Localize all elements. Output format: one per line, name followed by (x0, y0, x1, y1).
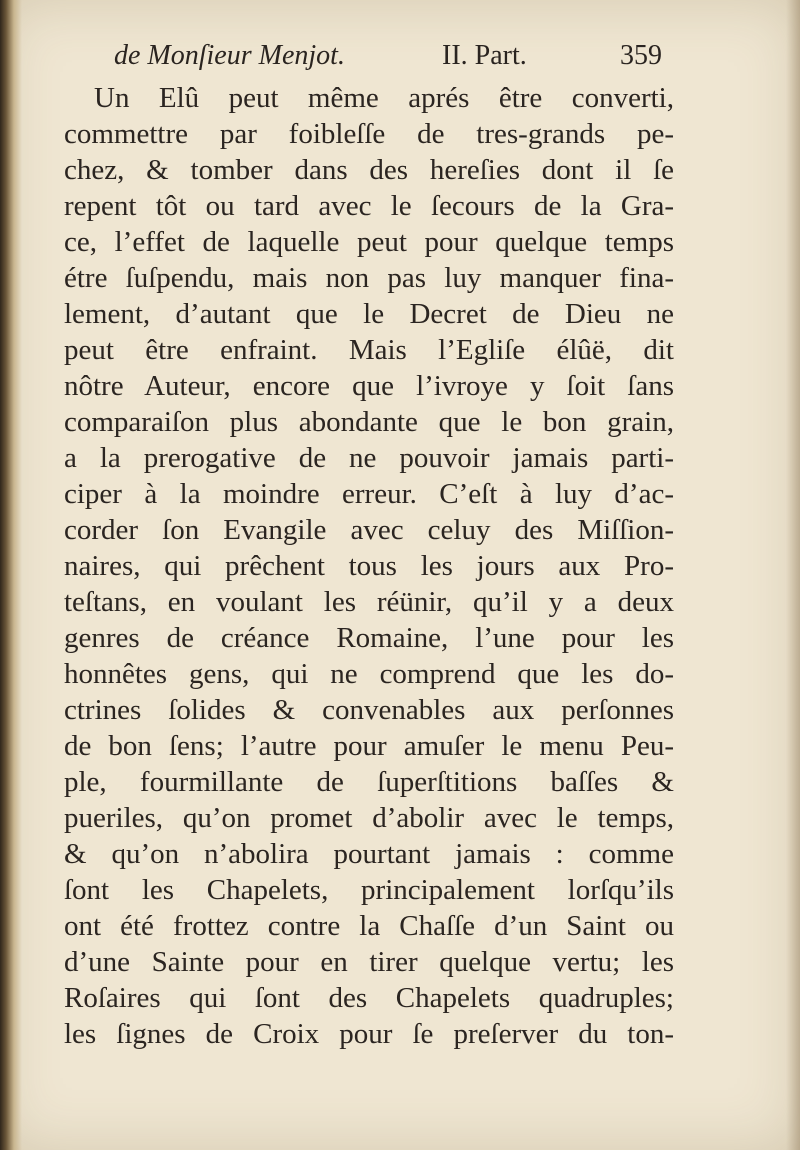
body-text (64, 80, 674, 1052)
text-line: teſtans, en voulant les réünir, qu’il y a deux (64, 586, 674, 618)
text-line: genres de créance Romaine, l’une pour les (64, 622, 674, 654)
text-line: peut être enfraint. Mais l’Egliſe élûë, dit (64, 334, 674, 366)
text-line: lement, d’autant que le Decret de Dieu ne (64, 298, 674, 330)
page-edge-shadow (786, 0, 800, 1150)
text-line: & qu’on n’abolira pourtant jamais : comme (64, 838, 674, 870)
text-line: honnêtes gens, qui ne comprend que les do- (64, 658, 674, 690)
text-line: comparaiſon plus abondante que le bon grain, (64, 406, 674, 438)
text-line: de bon ſens; l’autre pour amuſer le menu Peu- (64, 730, 674, 762)
text-line: repent tôt ou tard avec le ſecours de la Gra- (64, 190, 674, 222)
text-line: ce, l’effet de laquelle peut pour quelque temps (64, 226, 674, 258)
running-head (70, 40, 690, 80)
text-line: a la prerogative de ne pouvoir jamais parti- (64, 442, 674, 474)
text-line: Roſaires qui ſont des Chapelets quadruples; (64, 982, 674, 1014)
text-line: les ſignes de Croix pour ſe preſerver du ton- (64, 1018, 674, 1050)
text-line: commettre par foibleſſe de tres-grands pe- (64, 118, 674, 150)
text-line: ctrines ſolides & convenables aux perſonnes (64, 694, 674, 726)
running-head-title: de Monſieur Menjot. (114, 40, 345, 71)
text-line: chez, & tomber dans des hereſies dont il ſe (64, 154, 674, 186)
text-line: ciper à la moindre erreur. C’eſt à luy d’ac- (64, 478, 674, 510)
text-line: nôtre Auteur, encore que l’ivroye y ſoit ſans (64, 370, 674, 402)
text-line: ple, fourmillante de ſuperſtitions baſſes & (64, 766, 674, 798)
text-line: pueriles, qu’on promet d’abolir avec le temps, (64, 802, 674, 834)
page-gutter-shadow (0, 0, 22, 1150)
page-number: 359 (620, 40, 662, 71)
text-line: Un Elû peut même aprés être converti, (94, 82, 674, 114)
text-line: naires, qui prêchent tous les jours aux Pro- (64, 550, 674, 582)
text-line: corder ſon Evangile avec celuy des Miſſion- (64, 514, 674, 546)
running-head-part: II. Part. (442, 40, 527, 71)
text-line: ont été frottez contre la Chaſſe d’un Saint ou (64, 910, 674, 942)
text-line: ſont les Chapelets, principalement lorſqu’ils (64, 874, 674, 906)
text-line: d’une Sainte pour en tirer quelque vertu; les (64, 946, 674, 978)
text-line: étre ſuſpendu, mais non pas luy manquer fina- (64, 262, 674, 294)
